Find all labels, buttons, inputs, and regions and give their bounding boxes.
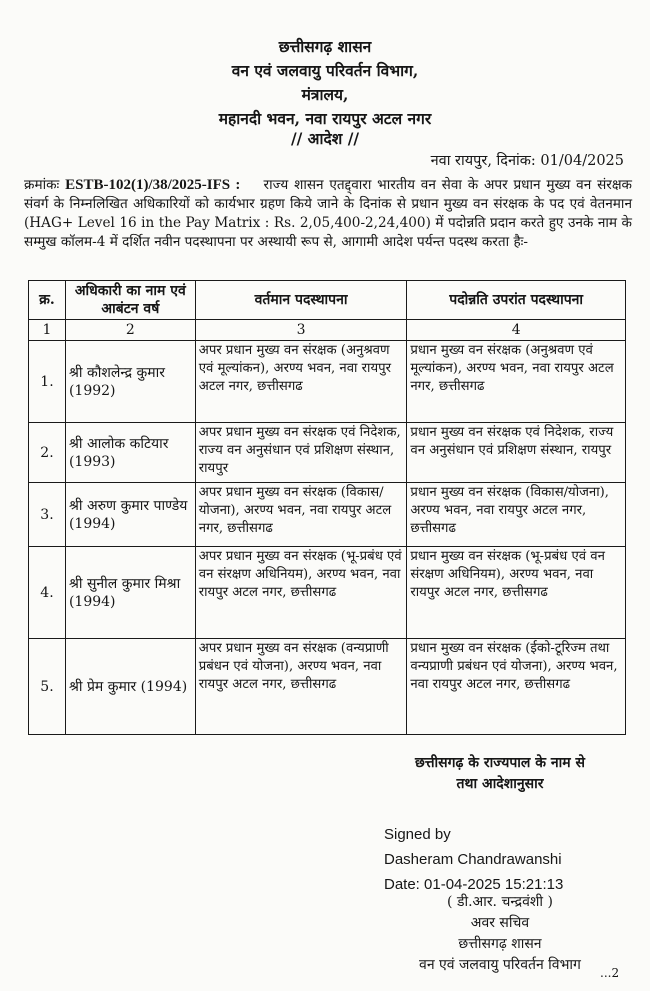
authority-line: तथा आदेशानुसार bbox=[456, 776, 544, 792]
header-government: छत्तीसगढ़ शासन bbox=[278, 37, 372, 56]
header-officer-name: अधिकारी का नाम एवं आबंटन वर्ष bbox=[65, 281, 195, 320]
new-posting: प्रधान मुख्य वन संरक्षक (विकास/योजना), अरण्य भवन, नवा रायपुर अटल नगर, छत्तीसगढ bbox=[407, 483, 626, 547]
table-row bbox=[29, 547, 626, 639]
signatory-name: ( डी.आर. चन्द्रवंशी ) bbox=[447, 894, 553, 910]
signatory-department: वन एवं जलवायु परिवर्तन विभाग bbox=[419, 957, 581, 973]
row-serial: 4. bbox=[29, 547, 66, 639]
row-serial: 1. bbox=[29, 341, 66, 423]
new-posting: प्रधान मुख्य वन संरक्षक (अनुश्रवण एवं मूल्यांकन), अरण्य भवन, नवा रायपुर अटल नगर, छत्तीसगढ bbox=[407, 341, 626, 423]
authority-line: छत्तीसगढ़ के राज्यपाल के नाम से bbox=[415, 755, 585, 771]
current-posting: अपर प्रधान मुख्य वन संरक्षक (वन्यप्राणी प्रबंधन एवं योजना), अरण्य भवन, नवा रायपुर अटल नगर, छत्तीसगढ bbox=[195, 639, 407, 735]
authority-block bbox=[380, 753, 620, 795]
table-header-row bbox=[29, 281, 626, 320]
header-serial: क्र. bbox=[29, 281, 66, 320]
signed-by-label: Signed by bbox=[384, 826, 451, 843]
officer-name: श्री आलोक कटियार (1993) bbox=[65, 423, 195, 483]
current-posting: अपर प्रधान मुख्य वन संरक्षक (विकास/योजना), अरण्य भवन, नवा रायपुर अटल नगर, छत्तीसगढ bbox=[195, 483, 407, 547]
current-posting: अपर प्रधान मुख्य वन संरक्षक (अनुश्रवण एवं मूल्यांकन), अरण्य भवन, नवा रायपुर अटल नगर, छत्तीसगढ bbox=[195, 341, 407, 423]
table-row bbox=[29, 483, 626, 547]
row-serial: 2. bbox=[29, 423, 66, 483]
order-date: नवा रायपुर, दिनांक: 01/04/2025 bbox=[430, 153, 624, 169]
column-number: 3 bbox=[195, 320, 407, 341]
order-number-label: क्रमांकः bbox=[24, 177, 60, 193]
order-number: ESTB-102(1)/38/2025-IFS : bbox=[65, 177, 241, 193]
signature-date: Date: 01-04-2025 15:21:13 bbox=[384, 876, 564, 893]
header-address: महानदी भवन, नवा रायपुर अटल नगर bbox=[218, 109, 432, 128]
page-continuation-mark: ...2 bbox=[600, 966, 620, 980]
signatory-org: छत्तीसगढ़ शासन bbox=[458, 936, 542, 952]
column-number: 1 bbox=[29, 320, 66, 341]
header-ministry: मंत्रालय, bbox=[301, 85, 349, 104]
order-paragraph bbox=[24, 176, 632, 252]
table-row bbox=[29, 341, 626, 423]
officer-name: श्री सुनील कुमार मिश्रा (1994) bbox=[65, 547, 195, 639]
column-number: 4 bbox=[407, 320, 626, 341]
header-new-posting: पदोन्नति उपरांत पदस्थापना bbox=[407, 281, 626, 320]
new-posting: प्रधान मुख्य वन संरक्षक (ईको-टूरिज्म तथा वन्यप्राणी प्रबंधन एवं योजना), अरण्य भवन, नवा रायपुर अटल नगर, छत्तीसगढ bbox=[407, 639, 626, 735]
signer-name: Dasheram Chandrawanshi bbox=[384, 851, 562, 868]
new-posting: प्रधान मुख्य वन संरक्षक (भू-प्रबंध एवं वन संरक्षण अधिनियम), अरण्य भवन, नवा रायपुर अटल नगर, छत्तीसगढ bbox=[407, 547, 626, 639]
officer-name: श्री कौशलेन्द्र कुमार (1992) bbox=[65, 341, 195, 423]
digital-signature bbox=[384, 822, 563, 897]
column-number: 2 bbox=[65, 320, 195, 341]
officer-name: श्री अरुण कुमार पाण्डेय (1994) bbox=[65, 483, 195, 547]
order-body: राज्य शासन एतद्द्वारा भारतीय वन सेवा के अपर प्रधान मुख्य वन संरक्षक संवर्ग के निम्नलिखित अधिकारियों को कार्यभार ग्रहण किये जाने के दिनांक से प्रधान मुख्य वन संरक्षक के पद एवं वेतनमान (HAG+ Level 16 in the Pay Matrix : Rs. 2,05,400-2,24,400) में पदोन्नति प्रदान करते हुए उनके नाम के सम्मुख कॉलम-4 में दर्शित नवीन पदस्थापना पर अस्थायी रूप से, आगामी आदेश पर्यन्त पदस्थ करता हैः- bbox=[24, 177, 633, 250]
current-posting: अपर प्रधान मुख्य वन संरक्षक (भू-प्रबंध एवं वन संरक्षण अधिनियम), अरण्य भवन, नवा रायपुर अटल नगर, छत्तीसगढ bbox=[195, 547, 407, 639]
promotion-table bbox=[28, 280, 626, 735]
header-order-title: // आदेश // bbox=[290, 129, 360, 148]
table-row bbox=[29, 423, 626, 483]
officer-name: श्री प्रेम कुमार (1994) bbox=[65, 639, 195, 735]
signatory-block bbox=[380, 892, 620, 976]
header-current-posting: वर्तमान पदस्थापना bbox=[195, 281, 407, 320]
column-number-row bbox=[29, 320, 626, 341]
table-row bbox=[29, 639, 626, 735]
signatory-designation: अवर सचिव bbox=[470, 915, 530, 931]
current-posting: अपर प्रधान मुख्य वन संरक्षक एवं निदेशक, राज्य वन अनुसंधान एवं प्रशिक्षण संस्थान, रायपुर bbox=[195, 423, 407, 483]
header-department: वन एवं जलवायु परिवर्तन विभाग, bbox=[231, 61, 419, 80]
row-serial: 3. bbox=[29, 483, 66, 547]
row-serial: 5. bbox=[29, 639, 66, 735]
new-posting: प्रधान मुख्य वन संरक्षक एवं निदेशक, राज्य वन अनुसंधान एवं प्रशिक्षण संस्थान, रायपुर bbox=[407, 423, 626, 483]
